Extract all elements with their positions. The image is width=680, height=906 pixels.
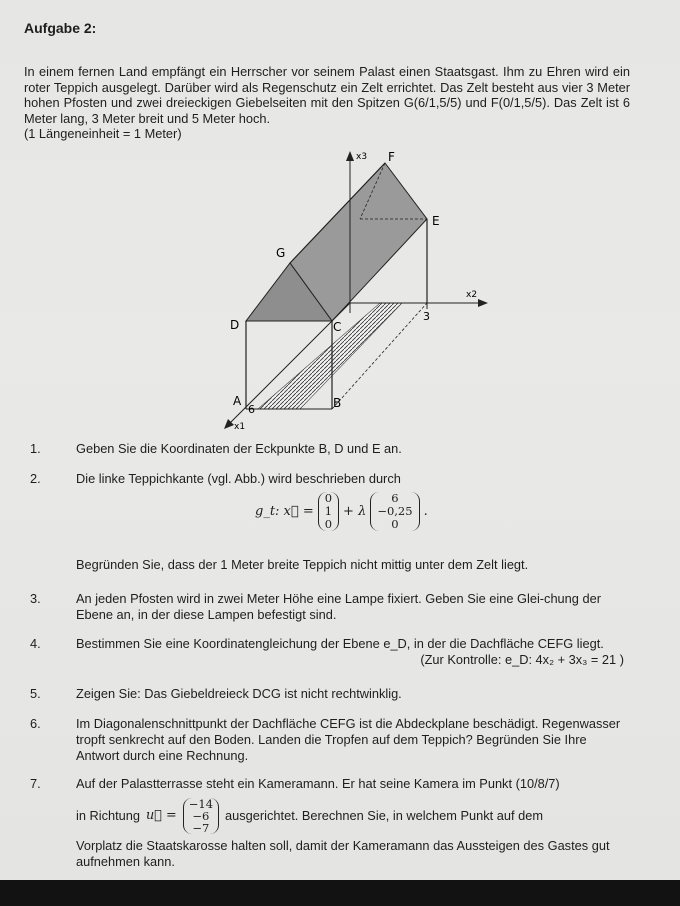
- task-number: 6.: [30, 716, 41, 731]
- intro-paragraph: In einem fernen Land empfängt ein Herrscher vor seinem Palast einen Staatsgast. Ihm zu Ehren wird ein roter Teppich ausgelegt. Darüber wird als Regenschutz ein Zelt errichtet. Das Zelt besteht aus vier 3 Meter hohen Pfosten und zwei dreieckigen Giebelseiten mit den Spitzen G(6/1,5/5) und F(0/1,5/5). Das Zelt ist 6 Meter lang, 3 Meter breit und 5 Meter hoch.: [24, 64, 630, 126]
- u-variable: u⃗ =: [146, 808, 177, 823]
- support-vector: 0 1 0: [318, 492, 339, 531]
- task-number: 5.: [30, 686, 41, 701]
- label-a: A: [233, 394, 242, 408]
- task-text: Begründen Sie, dass der 1 Meter breite Teppich nicht mittig unter dem Zelt liegt.: [76, 557, 529, 572]
- camera-direction-vector: −14 −6 −7: [183, 798, 219, 834]
- check-equation: (Zur Kontrolle: e_D: 4x₂ + 3x₃ = 21 ): [420, 652, 624, 667]
- task-text: An jeden Pfosten wird in zwei Meter Höhe eine Lampe fixiert. Geben Sie eine Glei-chung der Ebene an, in der diese Lampen befestigt sind.: [76, 591, 601, 622]
- task-text: Bestimmen Sie eine Koordinatengleichung der Ebene e_D, in der die Dachfläche CEFG liegt. (Zur Kontrolle: e_D: 4x₂ + 3x₃ = 21 ): [76, 636, 624, 667]
- task-number: 4.: [30, 636, 41, 651]
- label-tick3: 3: [423, 310, 430, 323]
- label-c: C: [333, 320, 342, 334]
- task-number: 2.: [30, 471, 41, 486]
- label-f: F: [388, 150, 395, 164]
- direction-line: in Richtung u⃗ = −14 −6 −7 ausgerichtet. Berechnen Sie, in welchem Punkt auf dem: [76, 797, 543, 835]
- formula-end: .: [423, 504, 428, 519]
- label-tick6: 6: [248, 403, 255, 416]
- formula-plus: + λ: [343, 504, 367, 519]
- label-x3: x3: [356, 152, 368, 162]
- label-b: B: [333, 396, 342, 410]
- label-x2: x2: [466, 290, 478, 300]
- label-e: E: [432, 214, 440, 228]
- formula-lhs: g_t: x⃗ =: [255, 504, 314, 519]
- line-equation: [255, 492, 428, 531]
- direction-vector: 6 −0,25 0: [370, 492, 419, 531]
- task-text: Im Diagonalenschnittpunkt der Dachfläche CEFG ist die Abdeckplane beschädigt. Regenwasser tropft senkrecht auf den Boden. Landen die Tropfen auf dem Teppich? Begründen Sie Ihre Antwort durch eine Rechnung.: [76, 716, 621, 763]
- label-g: G: [276, 246, 286, 260]
- label-x1: x1: [234, 422, 246, 432]
- task-text: Zeigen Sie: Das Giebeldreieck DCG ist nicht rechtwinklig.: [76, 686, 402, 701]
- unit-note: (1 Längeneinheit = 1 Meter): [24, 126, 182, 141]
- task-number: 1.: [30, 441, 41, 456]
- intro-text: [24, 64, 630, 142]
- tent-figure: [180, 145, 510, 435]
- dark-background-edge: [0, 880, 680, 906]
- label-d: D: [230, 318, 240, 332]
- task-title: Aufgabe 2:: [24, 20, 97, 36]
- task-text: Die linke Teppichkante (vgl. Abb.) wird beschrieben durch: [76, 471, 401, 486]
- task-text: Geben Sie die Koordinaten der Eckpunkte B, D und E an.: [76, 441, 402, 456]
- task-text: Auf der Palastterrasse steht ein Kameramann. Er hat seine Kamera im Punkt (10/8/7) in Richtung u⃗ = −14 −6 −7 ausgerichtet. Berechnen Sie, in welchem Punkt auf dem Vorplatz die Staatskarosse halten soll, damit der Kameramann das Aussteigen des Gastes gut aufnehmen kann.: [76, 776, 624, 870]
- task-number: 7.: [30, 776, 41, 791]
- task-number: 3.: [30, 591, 41, 606]
